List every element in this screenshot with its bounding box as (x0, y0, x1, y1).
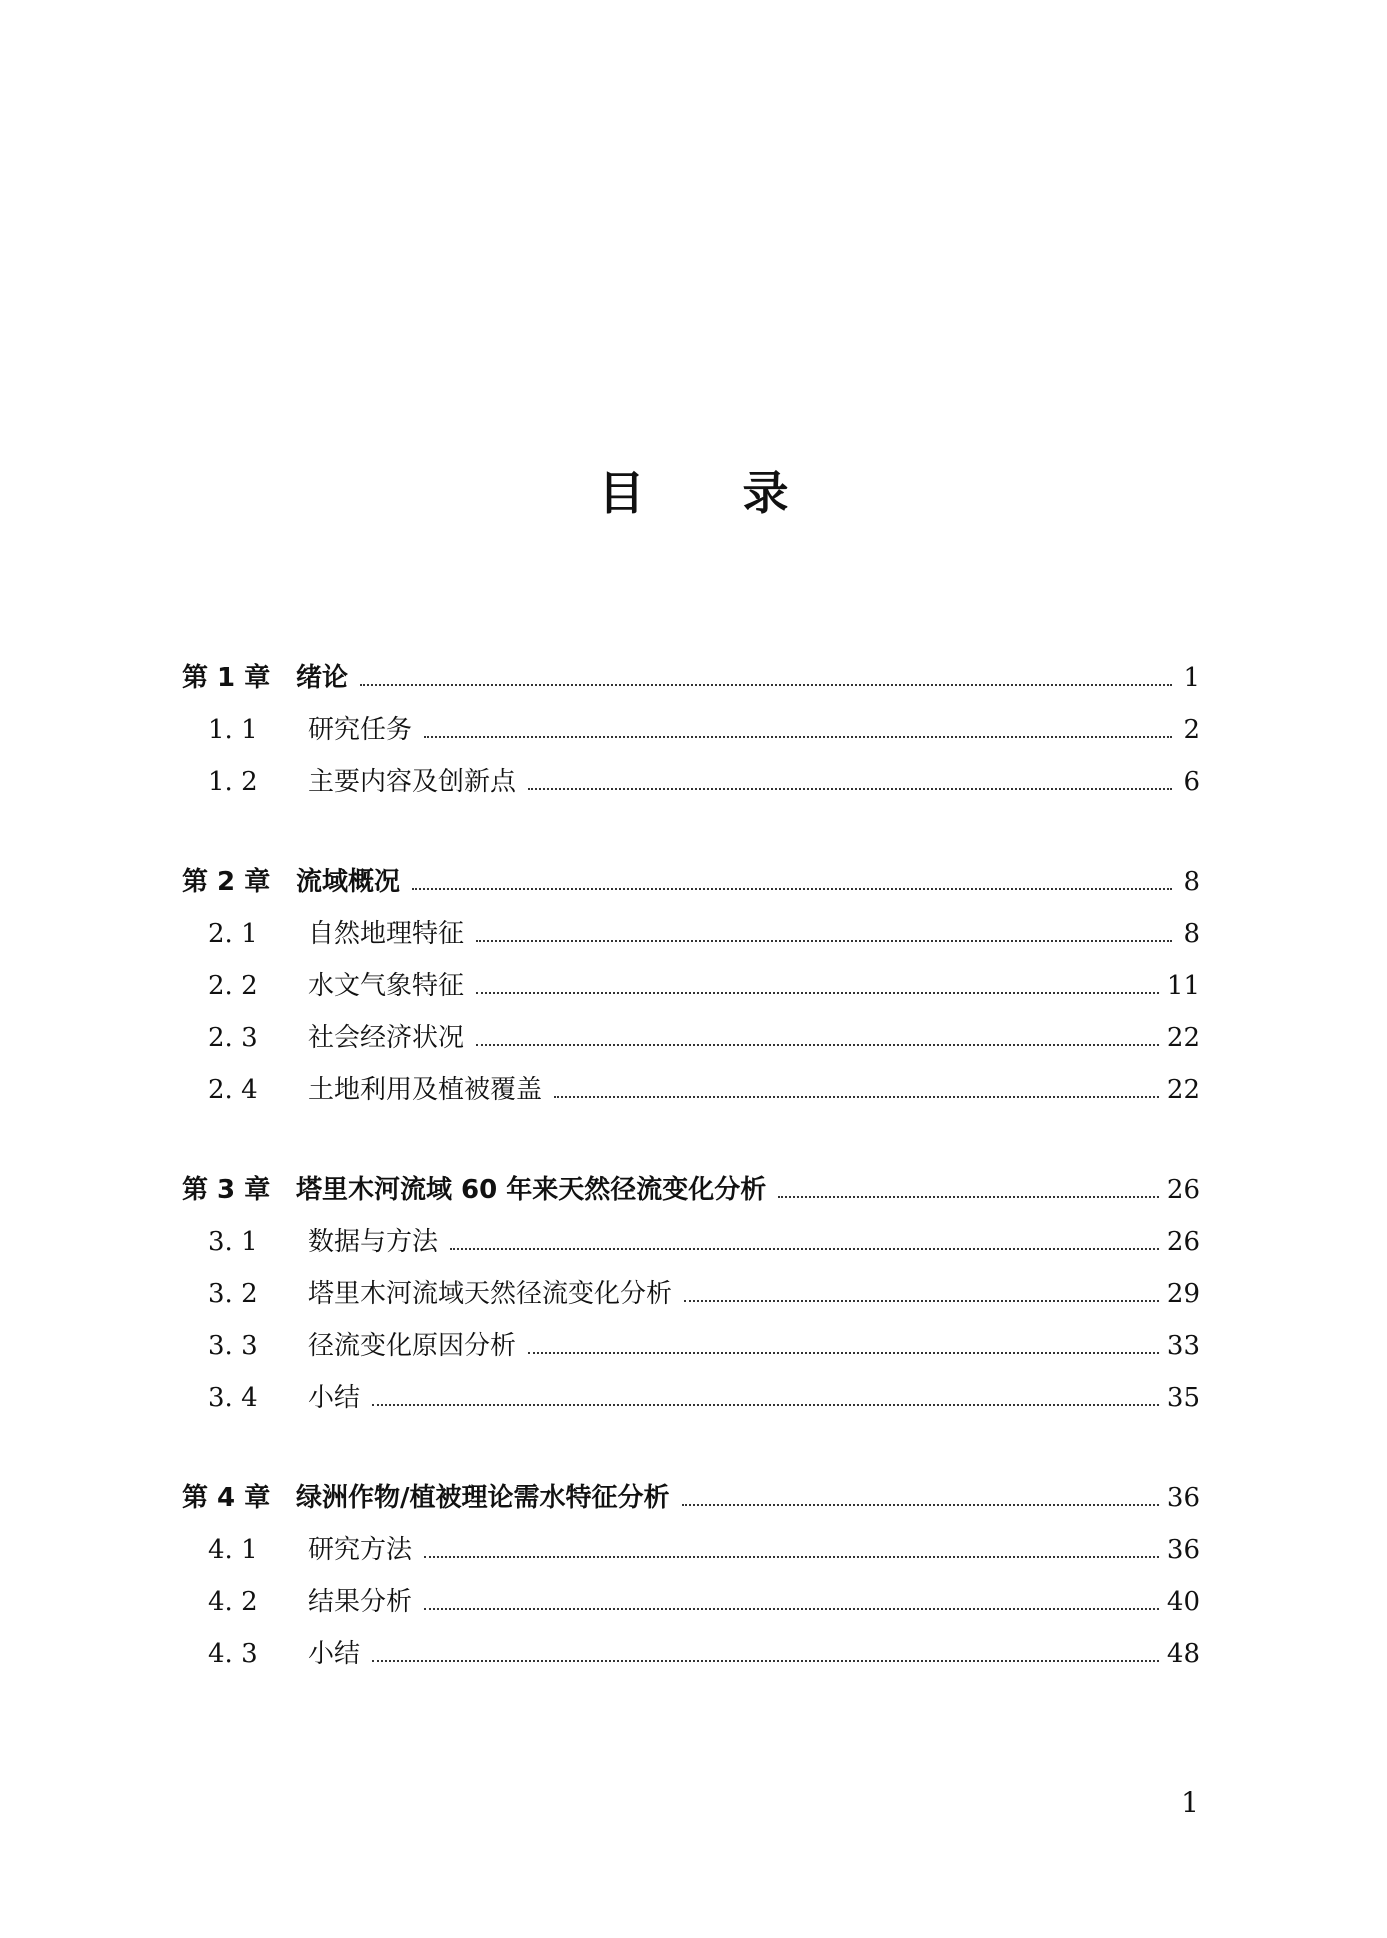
page-number: 11 (1166, 971, 1200, 1001)
toc-section-row[interactable] (182, 1576, 1200, 1628)
toc-chapter-3 (182, 1164, 1200, 1424)
dot-leader (424, 1556, 1159, 1558)
dot-leader (424, 736, 1172, 738)
section-number: 1. 1 (208, 715, 258, 745)
toc-section-row[interactable] (182, 704, 1200, 756)
page-number: 8 (1183, 867, 1200, 897)
section-number: 1. 2 (208, 767, 258, 797)
page-title (0, 466, 1387, 520)
table-of-contents (182, 652, 1200, 1728)
toc-chapter-2 (182, 856, 1200, 1116)
toc-section-row[interactable] (182, 908, 1200, 960)
section-title: 数据与方法 (308, 1227, 439, 1257)
toc-section-row[interactable] (182, 1268, 1200, 1320)
section-title: 主要内容及创新点 (308, 767, 517, 797)
chapter-number: 第 1 章 (182, 663, 271, 693)
toc-section-row[interactable] (182, 1064, 1200, 1116)
dot-leader (682, 1504, 1159, 1506)
dot-leader (412, 888, 1172, 890)
toc-section-row[interactable] (182, 1012, 1200, 1064)
dot-leader (528, 1352, 1159, 1354)
page-number: 33 (1166, 1331, 1200, 1361)
page-number: 36 (1166, 1483, 1200, 1513)
section-title: 研究方法 (308, 1535, 413, 1565)
page-title-char-2: 录 (742, 466, 789, 520)
section-number: 3. 1 (208, 1227, 258, 1257)
chapter-number: 第 3 章 (182, 1175, 271, 1205)
page-number: 36 (1166, 1535, 1200, 1565)
section-number: 2. 2 (208, 971, 258, 1001)
dot-leader (360, 684, 1172, 686)
section-number: 3. 4 (208, 1383, 258, 1413)
section-number: 2. 4 (208, 1075, 258, 1105)
page-number: 26 (1166, 1175, 1200, 1205)
toc-section-row[interactable] (182, 960, 1200, 1012)
section-number: 3. 2 (208, 1279, 258, 1309)
dot-leader (450, 1248, 1159, 1250)
dot-leader (424, 1608, 1159, 1610)
toc-section-row[interactable] (182, 1372, 1200, 1424)
page-number: 8 (1183, 919, 1200, 949)
chapter-title: 绪论 (296, 663, 349, 693)
toc-section-row[interactable] (182, 1320, 1200, 1372)
section-title: 塔里木河流域天然径流变化分析 (308, 1279, 673, 1309)
toc-chapter-1 (182, 652, 1200, 808)
dot-leader (476, 1044, 1159, 1046)
dot-leader (554, 1096, 1159, 1098)
page-number: 26 (1166, 1227, 1200, 1257)
dot-leader (372, 1660, 1159, 1662)
section-title: 小结 (308, 1383, 361, 1413)
dot-leader (476, 940, 1172, 942)
toc-section-row[interactable] (182, 1524, 1200, 1576)
chapter-title: 流域概况 (296, 867, 401, 897)
section-title: 研究任务 (308, 715, 413, 745)
toc-chapter-4 (182, 1472, 1200, 1680)
section-title: 土地利用及植被覆盖 (308, 1075, 543, 1105)
section-number: 4. 3 (208, 1639, 258, 1669)
toc-chapter-row[interactable] (182, 856, 1200, 908)
folio-page-number: 1 (1181, 1786, 1199, 1819)
page-number: 22 (1166, 1023, 1200, 1053)
toc-section-row[interactable] (182, 1216, 1200, 1268)
page-title-char-1: 目 (598, 466, 645, 520)
chapter-title: 塔里木河流域 60 年来天然径流变化分析 (296, 1175, 767, 1205)
page-number: 29 (1166, 1279, 1200, 1309)
section-number: 3. 3 (208, 1331, 258, 1361)
section-number: 4. 2 (208, 1587, 258, 1617)
dot-leader (372, 1404, 1159, 1406)
page-number: 6 (1183, 767, 1200, 797)
page-number: 35 (1166, 1383, 1200, 1413)
section-title: 水文气象特征 (308, 971, 465, 1001)
dot-leader (476, 992, 1159, 994)
section-title: 社会经济状况 (308, 1023, 465, 1053)
section-title: 自然地理特征 (308, 919, 465, 949)
toc-chapter-row[interactable] (182, 1472, 1200, 1524)
section-title: 小结 (308, 1639, 361, 1669)
toc-section-row[interactable] (182, 1628, 1200, 1680)
page-number: 2 (1183, 715, 1200, 745)
toc-chapter-row[interactable] (182, 652, 1200, 704)
section-number: 2. 1 (208, 919, 258, 949)
dot-leader (684, 1300, 1159, 1302)
dot-leader (778, 1196, 1159, 1198)
section-number: 4. 1 (208, 1535, 258, 1565)
toc-section-row[interactable] (182, 756, 1200, 808)
chapter-number: 第 2 章 (182, 867, 271, 897)
section-title: 径流变化原因分析 (308, 1331, 517, 1361)
section-number: 2. 3 (208, 1023, 258, 1053)
section-title: 结果分析 (308, 1587, 413, 1617)
page-number: 1 (1183, 663, 1200, 693)
page-number: 40 (1166, 1587, 1200, 1617)
dot-leader (528, 788, 1172, 790)
chapter-title: 绿洲作物/植被理论需水特征分析 (296, 1483, 670, 1513)
page-number: 22 (1166, 1075, 1200, 1105)
toc-chapter-row[interactable] (182, 1164, 1200, 1216)
page-number: 48 (1166, 1639, 1200, 1669)
chapter-number: 第 4 章 (182, 1483, 271, 1513)
